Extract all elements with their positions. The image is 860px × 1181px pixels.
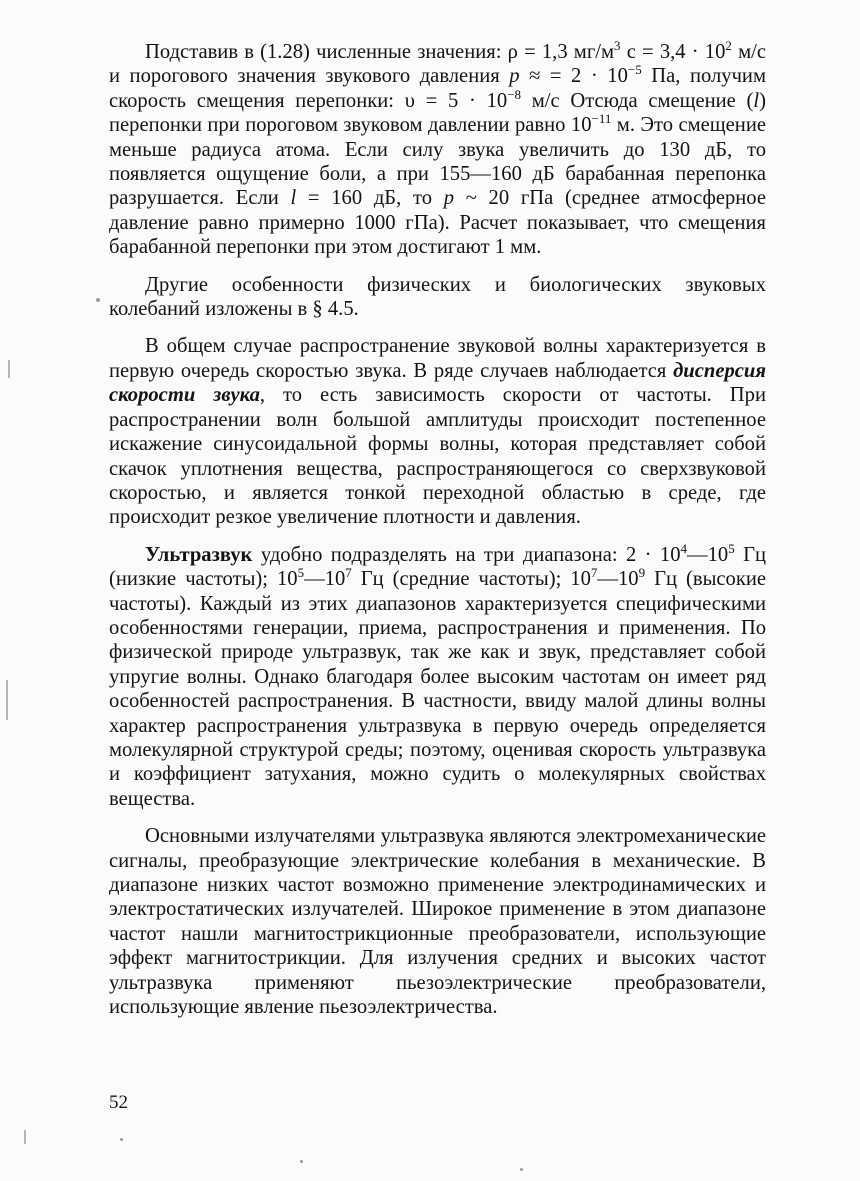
superscript: 5 xyxy=(297,565,305,581)
superscript: −11 xyxy=(591,111,612,127)
body-text xyxy=(109,40,766,1019)
superscript: 9 xyxy=(638,565,646,581)
superscript: −8 xyxy=(507,86,522,102)
emphasized-term: дисперсия скорости звука xyxy=(109,359,766,407)
italic-symbol: l xyxy=(290,187,297,210)
scan-speck xyxy=(300,1160,303,1163)
text-run: Основными излучателями ультразвука являются электромеханические сигналы, преобразующие электрические колебания в механические. В диапазоне низких частот возможно применение электродинамических и электростатических излучателей. Широкое применение в этом диапазоне частот нашли магнитострикционные преобразователи, использующие эффект магнитострикции. Для излучения средних и высоких частот ультразвука применяют пьезоэлектрические преобразователи, использующие явление пьезоэлектричества. xyxy=(109,825,766,1019)
text-run: Гц (высокие частоты). Каждый из этих диапазонов характеризуется специфическими особенностями генерации, приема, распространения и применения. По физической природе ультразвук, так же как и звук, представляет собой упругие волны. Однако благодаря более высоким частотам он имеет ряд особенностей распространения. В частности, ввиду малой длины волны характер распространения ультразвука в первую очередь определяется молекулярной структурой среды; поэтому, оценивая скорость ультразвука и коэффициент затухания, можно судить о молекулярных свойствах вещества. xyxy=(109,568,767,810)
text-run: ≈ = 2 · 10 xyxy=(519,65,628,88)
text-run: удобно подразделять на три диапазона: 2 · 10 xyxy=(252,543,681,566)
scan-speck xyxy=(96,298,100,302)
text-run: —10 xyxy=(687,543,729,566)
italic-symbol: p xyxy=(443,187,454,210)
text-run: —10 xyxy=(597,568,639,591)
text-run: м. Это смещение меньше радиуса атома. Если силу звука увеличить до 130 дБ, то появляется ощущение боли, а при 155—160 дБ барабанная перепонка разрушается. Если xyxy=(109,114,766,210)
text-run: , то есть зависимость скорости от частоты. При распространении волн большой амплитуды происходит постепенное искажение синусоидальной формы волны, которая представляет собой скачок уплотнения вещества, распространяющегося со сверхзвуковой скоростью, и является тонкой переходной областью в среде, где происходит резкое увеличение плотности и давления. xyxy=(109,384,766,529)
text-run: Гц (низкие частоты); 10 xyxy=(109,543,767,591)
superscript: 7 xyxy=(590,565,598,581)
text-run: с = 3,4 · 10 xyxy=(620,41,726,63)
text-run: ) перепонки при пороговом звуковом давлении равно 10 xyxy=(109,89,766,137)
page-number: 52 xyxy=(109,1092,128,1113)
scan-edge-mark xyxy=(8,360,10,378)
text-run: ~ 20 гПа (среднее атмосферное давление равно примерно 1000 гПа). Расчет показывает, что смещения барабанной перепонки при этом достигают 1 мм. xyxy=(109,187,766,259)
italic-symbol: p xyxy=(509,65,520,88)
scan-edge-mark xyxy=(6,680,8,720)
bold-term: Ультразвук xyxy=(145,543,253,566)
paragraph-sound-dispersion xyxy=(109,334,766,529)
text-run: м/с и порогового значения звукового давления xyxy=(109,41,766,88)
text-run: м/с Отсюда смещение ( xyxy=(521,89,754,112)
text-run: Гц (средние частоты); 10 xyxy=(351,568,591,591)
text-run: Подставив в (1.28) численные значения: ρ = 1,3 мг/м xyxy=(145,41,615,63)
superscript: 3 xyxy=(614,38,621,53)
superscript: 2 xyxy=(725,38,732,53)
paragraph-acoustic-displacement xyxy=(109,40,766,260)
paragraph-other-features xyxy=(109,273,766,322)
scan-speck xyxy=(120,1138,123,1141)
text-run: Па, получим скорость смещения перепонки: υ = 5 · 10 xyxy=(109,65,766,112)
paragraph-ultrasound-emitters xyxy=(109,824,766,1019)
text-run: = 160 дБ, то xyxy=(296,187,444,210)
superscript: −5 xyxy=(627,62,642,78)
scan-speck xyxy=(520,1168,523,1171)
paragraph-ultrasound-ranges xyxy=(109,540,767,811)
italic-symbol: l xyxy=(753,89,760,112)
superscript: 5 xyxy=(728,540,735,556)
superscript: 7 xyxy=(345,565,352,581)
text-run: —10 xyxy=(304,568,346,591)
text-run: В общем случае распространение звуковой волны характеризуется в первую очередь скоростью звука. В ряде случаев наблюдается xyxy=(109,335,766,382)
text-run: Другие особенности физических и биологических звуковых колебаний изложены в § 4.5. xyxy=(109,273,766,321)
superscript: 4 xyxy=(680,540,687,556)
scan-edge-mark xyxy=(24,1130,26,1144)
